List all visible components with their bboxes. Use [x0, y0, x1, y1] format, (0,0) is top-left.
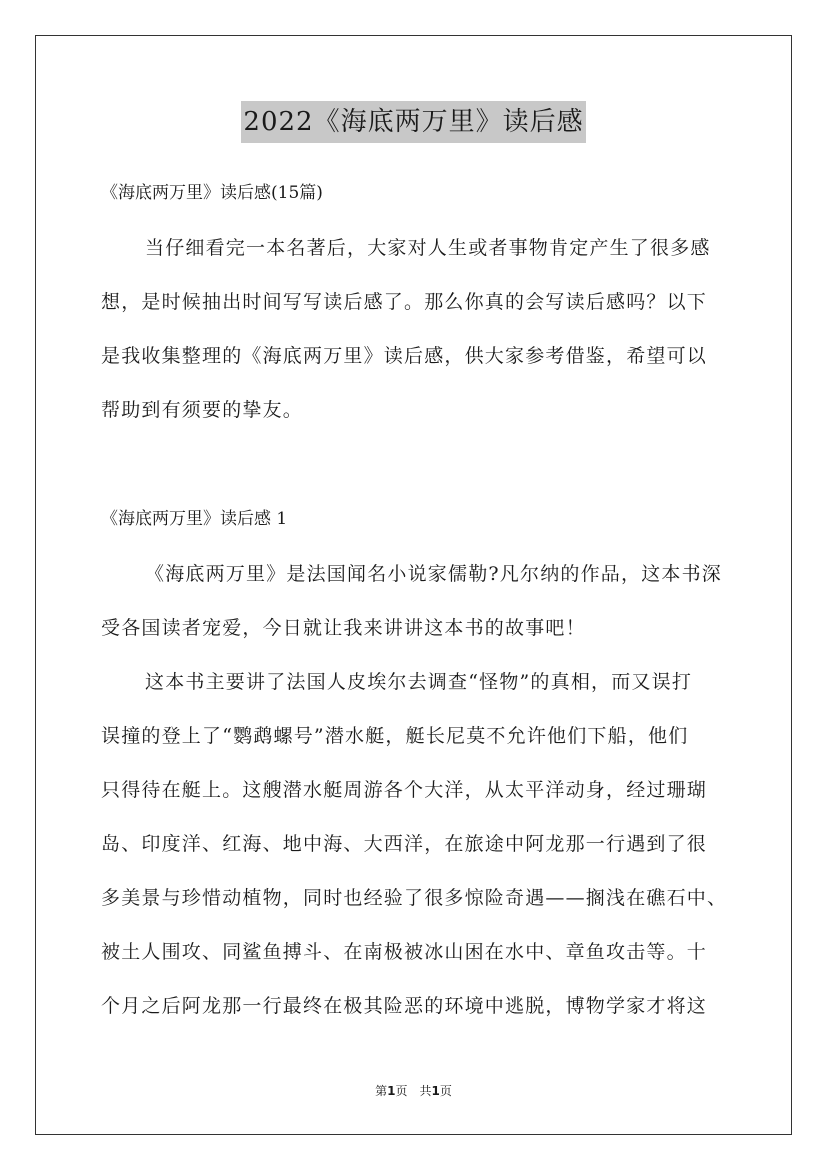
body-paragraph-line: 多美景与珍惜动植物，同时也经验了很多惊险奇遇——搁浅在礁石中、 [101, 887, 728, 909]
body-paragraph-line: 只得待在艇上。这艘潜水艇周游各个大洋，从太平洋动身，经过珊瑚 [101, 779, 708, 801]
body-paragraph-line: 个月之后阿龙那一行最终在极其险恶的环境中逃脱，博物学家才将这 [101, 995, 708, 1017]
body-paragraph-line: 这本书主要讲了法国人皮埃尔去调查“怪物”的真相，而又误打 [145, 671, 693, 693]
body-paragraph-line: 被土人围攻、同鲨鱼搏斗、在南极被冰山困在水中、章鱼攻击等。十 [101, 941, 708, 963]
page-number-mid: 页 共 [395, 1084, 432, 1098]
document-title [0, 100, 827, 143]
page-footer [0, 1082, 827, 1099]
body-paragraph-line: 岛、印度洋、红海、地中海、大西洋，在旅途中阿龙那一行遇到了很 [101, 833, 708, 855]
body-paragraph-line: 《海底两万里》是法国闻名小说家儒勒?凡尔纳的作品，这本书深 [145, 563, 722, 585]
intro-paragraph-line: 帮助到有须要的挚友。 [101, 399, 304, 421]
page-number-prefix: 第 [375, 1084, 388, 1098]
body-paragraph-line: 误撞的登上了“鹦鹉螺号”潜水艇，艇长尼莫不允许他们下船，他们 [101, 725, 689, 747]
intro-paragraph-line: 是我收集整理的《海底两万里》读后感，供大家参考借鉴，希望可以 [101, 345, 708, 367]
page-number-current: 1 [387, 1084, 396, 1098]
page-number-total: 1 [431, 1084, 440, 1098]
intro-paragraph-line: 想，是时候抽出时间写写读后感了。那么你真的会写读后感吗？以下 [101, 291, 708, 313]
page-number-suffix: 页 [439, 1084, 452, 1098]
section-heading: 《海底两万里》读后感 1 [101, 509, 288, 529]
body-paragraph-line: 受各国读者宠爱，今日就让我来讲讲这本书的故事吧！ [101, 617, 586, 639]
document-subtitle: 《海底两万里》读后感(15篇) [101, 183, 323, 203]
document-title-text: 2022《海底两万里》读后感 [241, 101, 585, 143]
intro-paragraph-line: 当仔细看完一本名著后，大家对人生或者事物肯定产生了很多感 [145, 237, 711, 259]
